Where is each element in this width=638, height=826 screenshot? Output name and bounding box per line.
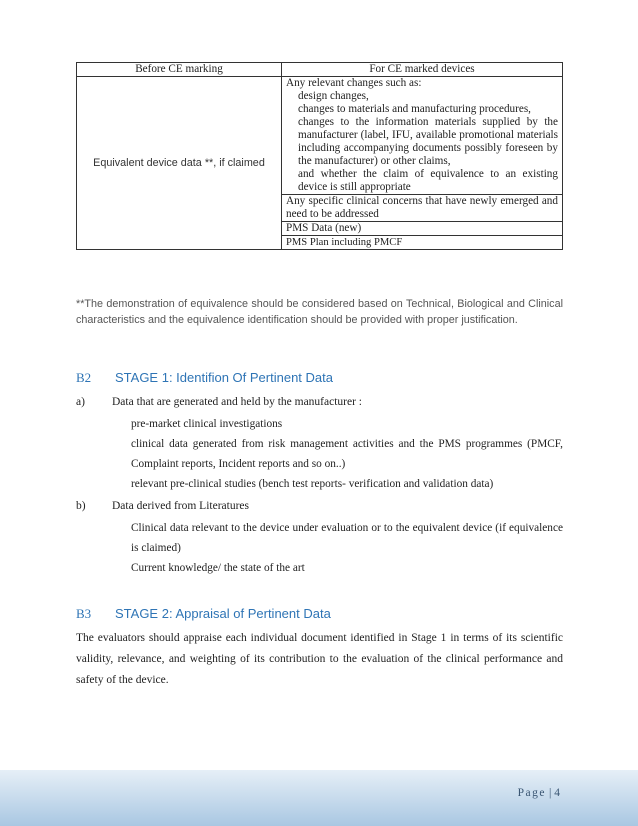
relevant-changes-cell [282,77,563,195]
section-number: B2 [76,370,92,385]
ce-marking-table [76,62,563,250]
clinical-concerns-cell: Any specific clinical concerns that have newly emerged and need to be addressed [282,195,563,222]
list-item: changes to materials and manufacturing procedures, [286,103,558,116]
header-before-ce: Before CE marking [77,63,282,77]
list-item: relevant pre-clinical studies (bench test reports- verification and validation data) [131,478,494,490]
appraisal-paragraph: The evaluators should appraise each individual document identified in Stage 1 in terms of its scientific validity, relevance, and weighting of its contribution to the evaluation of the clinical performance and safety of the device. [76,632,563,686]
pms-data-cell: PMS Data (new) [282,222,563,236]
section-b2-heading [76,370,333,386]
page-number-label: Page | 4 [517,787,560,799]
bullet-icon [286,116,298,168]
table-header-row [77,63,563,77]
changes-intro: Any relevant changes such as: [286,77,422,89]
pms-plan-cell: PMS Plan including PMCF [282,236,563,250]
section-title: STAGE 1: Identifion Of Pertinent Data [115,370,333,385]
list-item-a: a) Data that are generated and held by the manufacturer : [76,396,363,408]
bullet-icon [286,90,298,103]
header-for-ce: For CE marked devices [282,63,563,77]
section-title: STAGE 2: Appraisal of Pertinent Data [115,606,331,621]
list-item: design changes, [286,90,558,103]
list-item: pre-market clinical investigations [131,418,283,430]
list-item: changes to the information materials supplied by the manufacturer (label, IFU, available promotional materials including accompanying documents possibly foreseen by the manufacturer) or other claims, [286,116,558,168]
equivalent-device-label: Equivalent device data **, if claimed [77,77,282,250]
list-item-b: b) Data derived from Literatures [76,500,249,512]
equivalence-footnote: **The demonstration of equivalence should be considered based on Technical, Biological and Clinical characteristics and the equivalence identification should be provided with proper justification. [76,298,563,326]
table-row [77,77,563,195]
section-number: B3 [76,606,92,621]
list-item: clinical data generated from risk management activities and the PMS programmes (PMCF, Complaint reports, Incident reports and so on..) [131,438,563,470]
list-item: and whether the claim of equivalence to an existing device is still appropriate [286,168,558,194]
list-item: Current knowledge/ the state of the art [131,562,305,574]
section-b3-heading [76,606,331,622]
bullet-icon [286,168,298,194]
bullet-icon [286,103,298,116]
page-number: 4 [554,787,560,799]
list-item: Clinical data relevant to the device under evaluation or to the equivalent device (if equivalence is claimed) [131,522,563,554]
